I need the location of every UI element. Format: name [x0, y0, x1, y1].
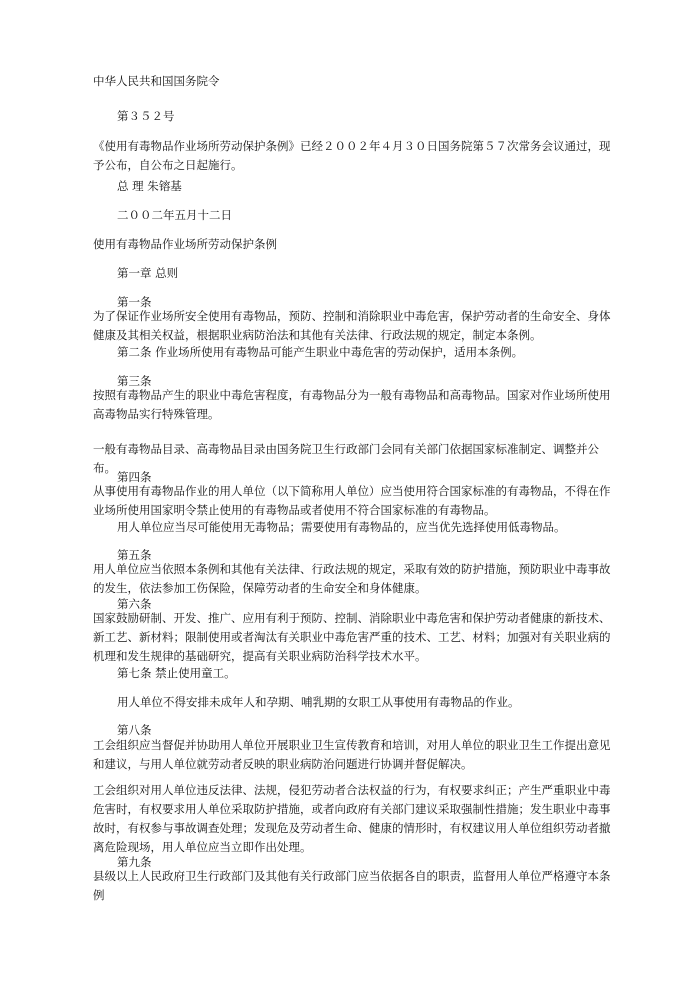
- article-3-heading: 第三条: [117, 374, 152, 388]
- article-7: 第七条 禁止使用童工。: [117, 666, 236, 680]
- article-8-heading: 第八条: [117, 723, 152, 737]
- article-4-text: 从事使用有毒物品作业的用人单位（以下简称用人单位）应当使用符合国家标准的有毒物品，不得在作业场所使用国家明令禁止使用的有毒物品或者使用不符合国家标准的有毒物品。: [93, 484, 611, 517]
- issuer-line: 中华人民共和国国务院令: [93, 74, 220, 88]
- article-3-text: 按照有毒物品产生的职业中毒危害程度，有毒物品分为一般有毒物品和高毒物品。国家对作业场所使用高毒物品实行特殊管理。: [93, 388, 611, 421]
- article-8-text-2: 工会组织对用人单位违反法律、法规，侵犯劳动者合法权益的行为，有权要求纠正；产生严重职业中毒危害时，有权要求用人单位采取防护措施，或者向政府有关部门建议采取强制性措施；发生职业中毒事故时，有权参与事故调查处理；发现危及劳动者生命、健康的情形时，有权建议用人单位组织劳动者撤离危险现场，用人单位应当立即作出处理。: [93, 783, 611, 854]
- signer: 总 理 朱镕基: [117, 179, 182, 193]
- article-2: 第二条 作业场所使用有毒物品可能产生职业中毒危害的劳动保护，适用本条例。: [117, 345, 524, 359]
- article-4-text-2: 用人单位应当尽可能使用无毒物品；需要使用有毒物品的，应当优先选择使用低毒物品。: [117, 520, 566, 534]
- promulgation-text: 《使用有毒物品作业场所劳动保护条例》已经２００２年４月３０日国务院第５７次常务会议通过，现予公布，自公布之日起施行。: [93, 139, 611, 172]
- regulation-title: 使用有毒物品作业场所劳动保护条例: [93, 237, 277, 251]
- article-6-text: 国家鼓励研制、开发、推广、应用有利于预防、控制、消除职业中毒危害和保护劳动者健康的新技术、新工艺、新材料；限制使用或者淘汰有关职业中毒危害严重的技术、工艺、材料；加强对有关职业病的机理和发生规律的基础研究，提高有关职业病防治科学技术水平。: [93, 611, 611, 663]
- article-8-text: 工会组织应当督促并协助用人单位开展职业卫生宣传教育和培训，对用人单位的职业卫生工作提出意见和建议，与用人单位就劳动者反映的职业病防治问题进行协调并督促解决。: [93, 738, 611, 771]
- article-4-heading: 第四条: [117, 470, 152, 484]
- article-3-text-2: 一般有毒物品目录、高毒物品目录由国务院卫生行政部门会同有关部门依据国家标准制定、调整并公布。: [93, 442, 599, 475]
- article-9-text: 县级以上人民政府卫生行政部门及其他有关行政部门应当依据各自的职责，监督用人单位严格遵守本条例: [93, 869, 611, 902]
- article-5-heading: 第五条: [117, 548, 152, 562]
- article-6-heading: 第六条: [117, 597, 152, 611]
- article-7-text-2: 用人单位不得安排未成年人和孕期、哺乳期的女职工从事使用有毒物品的作业。: [117, 695, 520, 709]
- article-1-text: 为了保证作业场所安全使用有毒物品，预防、控制和消除职业中毒危害，保护劳动者的生命安全、身体健康及其相关权益，根据职业病防治法和其他有关法律、行政法规的规定，制定本条例。: [93, 309, 611, 342]
- article-1-heading: 第一条: [117, 295, 152, 309]
- issue-date: 二００二年五月十二日: [117, 208, 232, 222]
- article-5-text: 用人单位应当依照本条例和其他有关法律、行政法规的规定，采取有效的防护措施，预防职业中毒事故的发生，依法参加工伤保险，保障劳动者的生命安全和身体健康。: [93, 562, 611, 595]
- chapter-heading: 第一章 总则: [117, 266, 179, 280]
- order-number: 第３５２号: [117, 109, 175, 123]
- article-9-heading: 第九条: [117, 855, 152, 869]
